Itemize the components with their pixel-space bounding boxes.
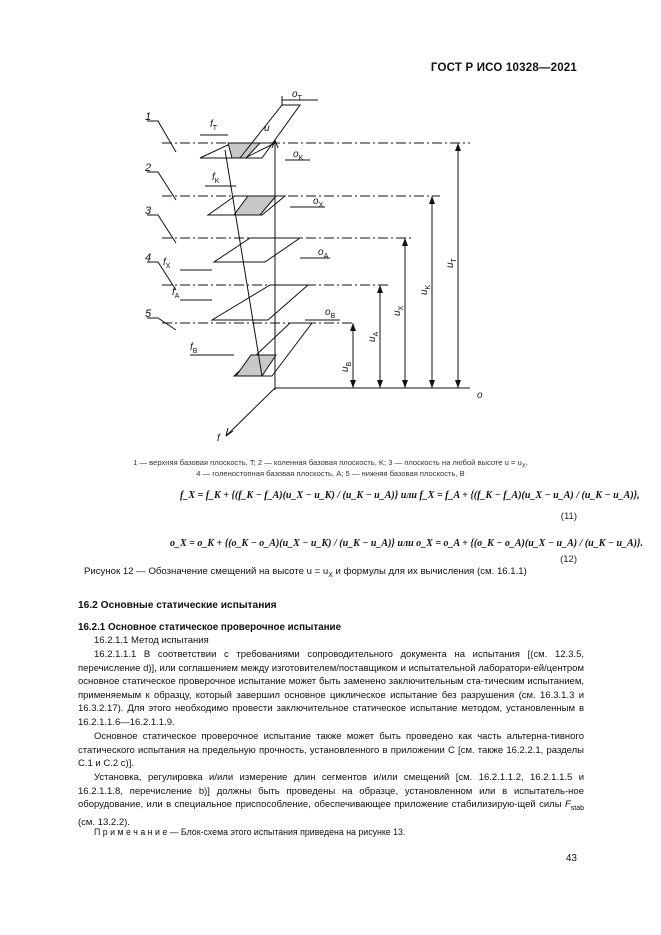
u-label-B: $u_B$ <box>340 361 353 372</box>
f-label-X: $f_X$ <box>163 257 171 270</box>
offset-label-A: $o_A$ <box>318 247 329 260</box>
plane-number-3: 3 <box>145 205 152 217</box>
note: П р и м е ч а н и е — Блок-схема этого испытания приведена на рисунке 13. <box>94 827 406 837</box>
page-number: 43 <box>565 853 577 864</box>
plane-A <box>212 285 308 320</box>
leg-line <box>225 150 262 376</box>
offset-label-X: $o_X$ <box>313 196 324 209</box>
subsection-title: 16.2.1 Основное статическое проверочное испытание <box>78 622 342 633</box>
paragraph-3: Установка, регулировка и/или измерение длин сегментов и/или смещений [см. 16.2.1.1.2, 16.2.1.1.5 и 16.2.1.1.8, перечисление b)] должны быть проведены на образце, установленном или в испытатель-ное оборудование, или в специальное приспособление, обеспечивающее приложение стабилизирую-щей силы $F_{stab}$ (см. 13.2.2). <box>78 772 584 828</box>
standard-header: ГОСТ Р ИСО 10328—2021 <box>430 62 577 74</box>
paragraph-1: 16.2.1.1.1 В соответствии с требованиями сопроводительного документа на испытания [(см. 12.3.5, перечисление d)], или соглашением между изготовителем/поставщиком и испытательной лаборатори-ей/центром основное статическое проверочное испытание может быть заменено заключительным ста-тическим испытанием, применяемым к образцу, который завершил основное циклическое испытание без разрушения (см. 16.3.1.3 и 16.3.2.17). Для этого необходимо провести заключительное статическое испытание методом, установленным в 16.2.1.1.6—16.2.1.1.9. <box>78 649 584 728</box>
formula-11: f_X = f_K + {(f_K − f_A)(u_X − u_K) / (u_K − u_A)} или f_X = f_A + {(f_K − f_A)(u_X − u_A) / (u_K − u_A)}, <box>180 490 640 501</box>
axis-u-label: u <box>264 123 270 134</box>
figure-12-diagram <box>0 0 661 460</box>
formula-12: o_X = o_K + {(o_K − o_A)(u_X − u_K) / (u_K − u_A)} или o_X = o_A + {(o_K − o_A)(u_X − u_A) / (u_K − u_A)}. <box>170 538 644 549</box>
u-label-K: $u_K$ <box>419 284 432 295</box>
section-title: 16.2 Основные статические испытания <box>78 600 277 611</box>
u-label-A: $u_A$ <box>367 331 380 342</box>
axis-f-label: f <box>217 433 220 444</box>
f-label-K: $f_K$ <box>212 172 220 185</box>
figure-caption: Рисунок 12 — Обозначение смещений на высоте $u = u_X$ и формулы для их вычисления (см. 16.1.1) <box>84 566 527 579</box>
f-label-A: $f_A$ <box>172 287 180 300</box>
method-heading: 16.2.1.1 Метод испытания <box>94 635 209 646</box>
formula-12-number: (12) <box>560 554 577 565</box>
u-label-T: $u_T$ <box>445 258 458 268</box>
plane-number-2: 2 <box>145 162 152 174</box>
offset-label-T: $o_T$ <box>292 89 302 102</box>
f-axis <box>226 388 275 436</box>
offset-label-K: $o_K$ <box>293 149 304 162</box>
f-label-T: $f_T$ <box>210 119 218 132</box>
u-label-X: $u_X$ <box>392 305 405 316</box>
plane-number-1: 1 <box>145 111 152 123</box>
plane-number-5: 5 <box>145 308 152 320</box>
axis-o-label: o <box>477 390 483 401</box>
plane-number-4: 4 <box>145 252 152 264</box>
figure-legend-line-1: 1 — верхняя базовая плоскость, T; 2 — коленная базовая плоскость, K; 3 — плоскость на любой высоте $u = u_X$, <box>133 458 528 470</box>
formula-11-number: (11) <box>560 511 577 522</box>
offset-label-B: $o_B$ <box>325 307 336 320</box>
paragraph-2: Основное статическое проверочное испытание также может быть проведено как часть альтерна-тивного статического испытания на предельную прочность, установленного в приложении С [см. также 16.2.2.1, разделы С.1 и С.2 с)]. <box>78 731 584 770</box>
figure-legend-line-2: 4 — голеностопная базовая плоскость, A; 5 — нижняя базовая плоскость, B <box>196 469 465 478</box>
plane-X <box>214 238 300 262</box>
f-label-B: $f_B$ <box>190 342 198 355</box>
